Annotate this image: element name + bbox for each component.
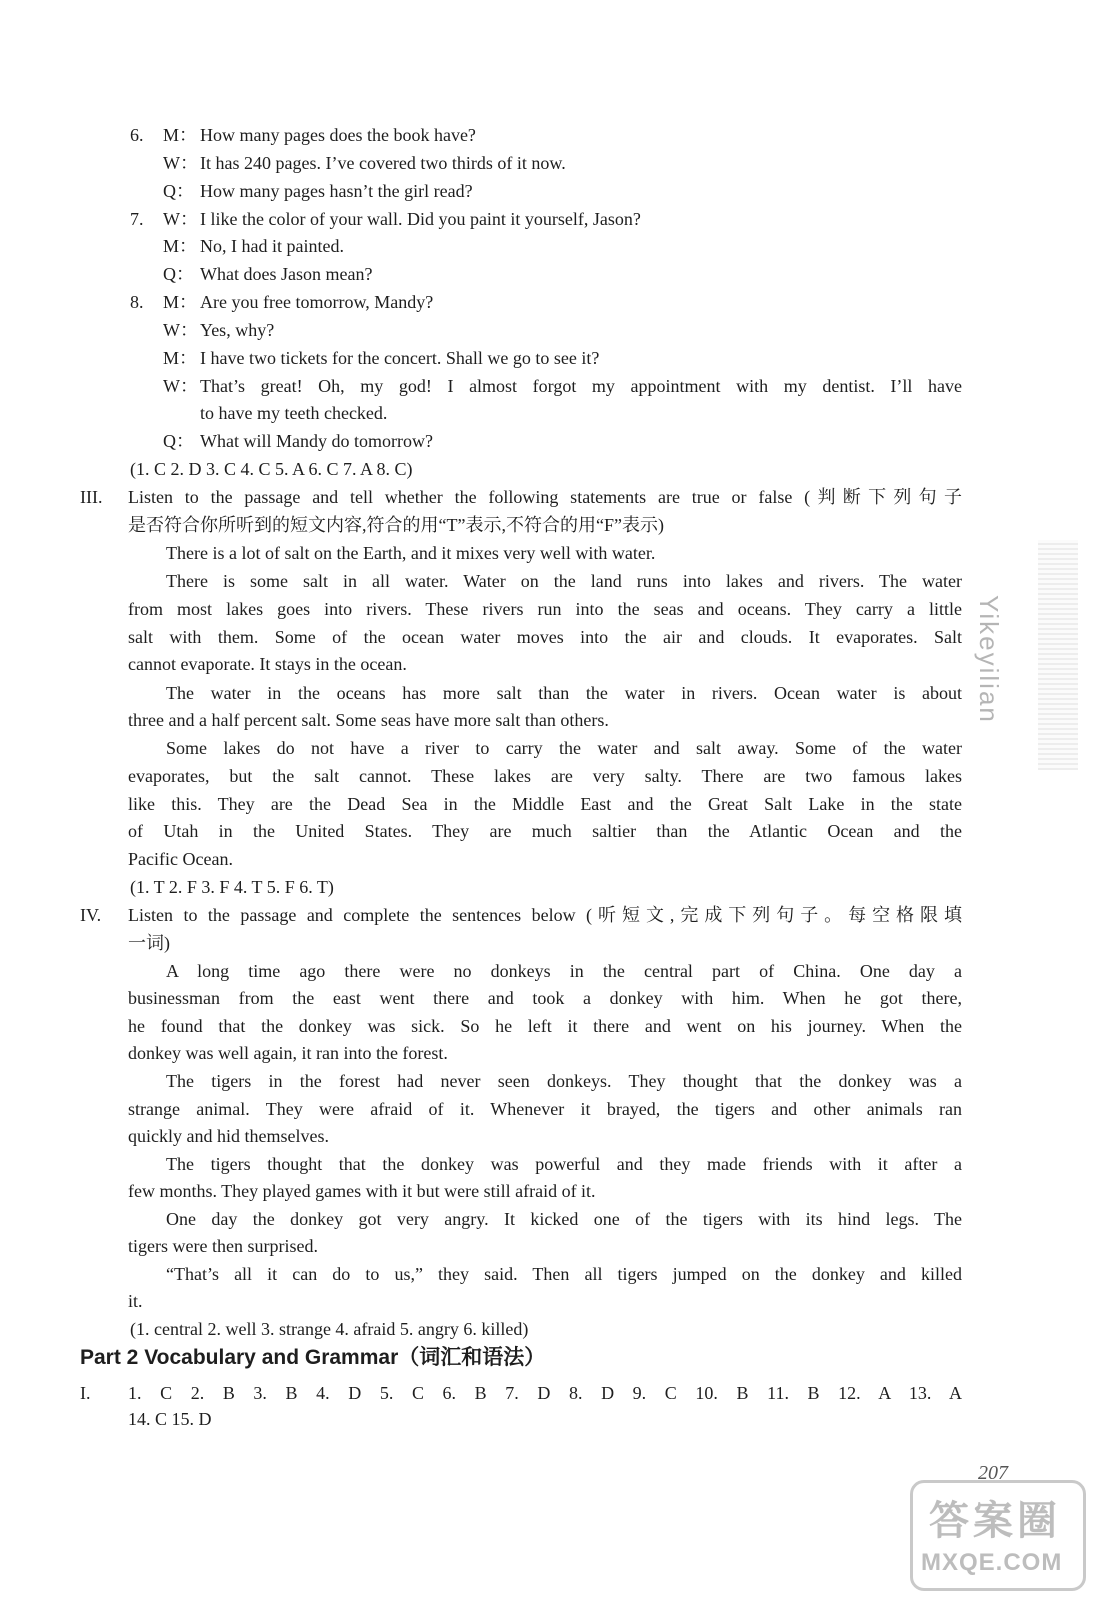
speaker: M： <box>163 348 198 368</box>
answer-key: 14. C 15. D <box>128 1409 212 1429</box>
answer-key: (1. T 2. F 3. F 4. T 5. F 6. T) <box>130 877 334 897</box>
dialog-line-continued: to have my teeth checked. <box>200 403 388 423</box>
passage-line: quickly and hid themselves. <box>128 1126 329 1146</box>
part-title: Part 2 Vocabulary and Grammar（词汇和语法） <box>80 1346 546 1369</box>
passage-line: Pacific Ocean. <box>128 849 233 869</box>
passage-line: few months. They played games with it but were still afraid of it. <box>128 1181 596 1201</box>
dialog-line: Yes, why? <box>200 320 275 340</box>
answer-key: (1. central 2. well 3. strange 4. afraid 5. angry 6. killed) <box>130 1319 529 1339</box>
passage-line: “That’s all it can do to us,” they said. Then all tigers jumped on the donkey and killed <box>166 1264 962 1284</box>
passage-line: three and a half percent salt. Some seas have more salt than others. <box>128 710 609 730</box>
item-number: 6. <box>130 125 144 145</box>
item-number: 7. <box>130 209 144 229</box>
speaker: W： <box>163 153 198 173</box>
section-numeral: I. <box>80 1383 91 1403</box>
dialog-line: How many pages does the book have? <box>200 125 476 145</box>
dialog-line: It has 240 pages. I’ve covered two thirds of it now. <box>200 153 566 173</box>
passage-line: strange animal. They were afraid of it. Whenever it brayed, the tigers and other animals ran <box>128 1099 962 1119</box>
passage-line: There is some salt in all water. Water on the land runs into lakes and rivers. The water <box>166 571 962 591</box>
speaker: W： <box>163 320 198 340</box>
dialog-line: I like the color of your wall. Did you paint it yourself, Jason? <box>200 209 641 229</box>
dialog-line: I have two tickets for the concert. Shall we go to see it? <box>200 348 600 368</box>
speaker: M： <box>163 236 198 256</box>
passage-line: donkey was well again, it ran into the forest. <box>128 1043 448 1063</box>
speaker: M： <box>163 125 198 145</box>
dialog-line: Are you free tomorrow, Mandy? <box>200 292 434 312</box>
dialog-line: How many pages hasn’t the girl read? <box>200 181 473 201</box>
page-number: 207 <box>978 1462 1008 1484</box>
passage-line: businessman from the east went there and took a donkey with him. When he got there, <box>128 988 962 1008</box>
passage-line: Some lakes do not have a river to carry the water and salt away. Some of the water <box>166 738 962 758</box>
speaker: W： <box>163 209 198 229</box>
answer-key: (1. C 2. D 3. C 4. C 5. A 6. C 7. A 8. C) <box>130 459 413 479</box>
speaker: Q： <box>163 431 194 451</box>
speaker: Q： <box>163 264 194 284</box>
watermark-logo <box>910 1480 1086 1591</box>
passage-line: The water in the oceans has more salt than the water in rivers. Ocean water is about <box>166 683 962 703</box>
dialog-line: What will Mandy do tomorrow? <box>200 431 433 451</box>
passage-line: There is a lot of salt on the Earth, and it mixes very well with water. <box>166 543 656 563</box>
passage-line: tigers were then surprised. <box>128 1236 318 1256</box>
speaker: M： <box>163 292 198 312</box>
passage-line: it. <box>128 1291 143 1311</box>
passage-line: like this. They are the Dead Sea in the Middle East and the Great Salt Lake in the state <box>128 794 962 814</box>
passage-line: The tigers thought that the donkey was powerful and they made friends with it after a <box>166 1154 962 1174</box>
section-numeral: III. <box>80 487 103 507</box>
passage-line: from most lakes goes into rivers. These rivers run into the seas and oceans. They carry a little <box>128 599 962 619</box>
dialog-line: That’s great! Oh, my god! I almost forgot my appointment with my dentist. I’ll have <box>200 376 962 396</box>
speaker: Q： <box>163 181 194 201</box>
section-instruction: 是否符合你所听到的短文内容,符合的用“T”表示,不符合的用“F”表示) <box>128 515 664 535</box>
side-brand: Yikeyilian <box>974 595 1004 724</box>
dialog-line: No, I had it painted. <box>200 236 344 256</box>
speaker: W： <box>163 376 198 396</box>
section-instruction: Listen to the passage and tell whether the following statements are true or false (判断下列句子 <box>128 487 962 507</box>
answer-key: 1. C 2. B 3. B 4. D 5. C 6. B 7. D 8. D 9. C 10. B 11. B 12. A 13. A <box>128 1383 962 1403</box>
watermark-url: MXQE.COM <box>921 1549 1063 1576</box>
side-texture <box>1038 540 1078 770</box>
passage-line: he found that the donkey was sick. So he left it there and went on his journey. When the <box>128 1016 962 1036</box>
passage-line: The tigers in the forest had never seen donkeys. They thought that the donkey was a <box>166 1071 962 1091</box>
section-instruction: Listen to the passage and complete the sentences below (听短文,完成下列句子。每空格限填 <box>128 905 962 925</box>
section-instruction: 一词) <box>128 933 170 953</box>
watermark-text: 答案圈 <box>929 1499 1061 1543</box>
section-numeral: IV. <box>80 905 102 925</box>
passage-line: evaporates, but the salt cannot. These lakes are very salty. There are two famous lakes <box>128 766 962 786</box>
passage-line: of Utah in the United States. They are much saltier than the Atlantic Ocean and the <box>128 821 962 841</box>
dialog-line: What does Jason mean? <box>200 264 373 284</box>
passage-line: One day the donkey got very angry. It kicked one of the tigers with its hind legs. The <box>166 1209 962 1229</box>
passage-line: A long time ago there were no donkeys in the central part of China. One day a <box>166 961 962 981</box>
passage-line: cannot evaporate. It stays in the ocean. <box>128 654 407 674</box>
item-number: 8. <box>130 292 144 312</box>
passage-line: salt with them. Some of the ocean water moves into the air and clouds. It evaporates. Salt <box>128 627 962 647</box>
